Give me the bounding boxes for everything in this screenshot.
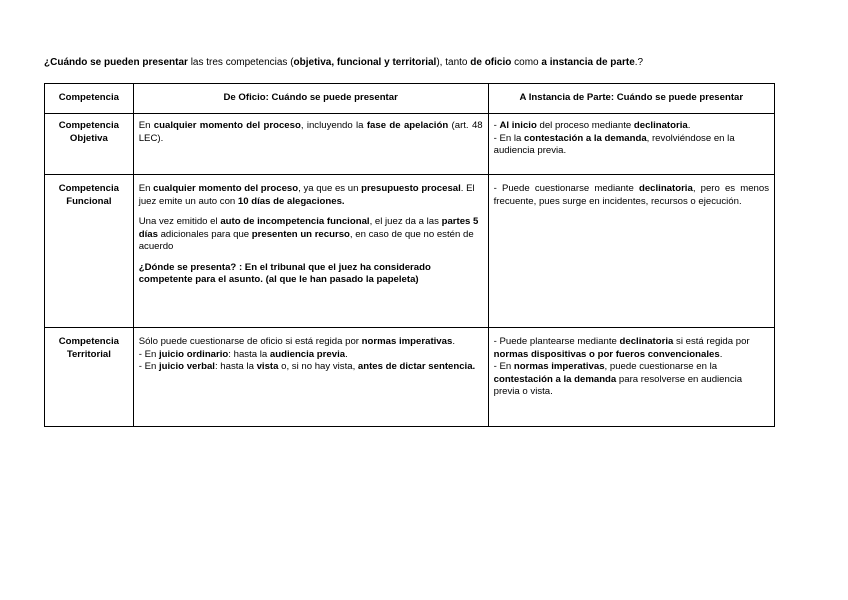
header-competencia: Competencia — [45, 84, 134, 114]
line: - En la contestación a la demanda, revolviéndose en la audiencia previa. — [493, 132, 735, 156]
paragraph: ¿Dónde se presenta? : En el tribunal que el juez ha considerado competente para el asunto. (al que le han pasado la papeleta) — [138, 261, 431, 285]
line: - Puede plantearse mediante declinatoria si está regida por normas dispositivas o por fueros convencionales. — [493, 336, 750, 360]
cell-territorial-oficio — [133, 328, 488, 427]
row-label-funcional: Competencia Funcional — [45, 175, 134, 328]
competencias-table — [44, 83, 775, 427]
paragraph: En cualquier momento del proceso, ya que es un presupuesto procesal. El juez emite un auto con 10 días de alegaciones. — [138, 183, 475, 207]
question-heading: ¿Cuándo se pueden presentar las tres competencias (objetiva, funcional y territorial), tanto de oficio como a instancia de parte.? — [44, 57, 644, 68]
table-row-funcional — [45, 175, 775, 328]
line: - En juicio verbal: hasta la vista o, si no hay vista, antes de dictar sentencia. — [138, 361, 476, 372]
row-label-territorial: Competencia Territorial — [45, 328, 134, 427]
table-header-row — [45, 84, 775, 114]
table-row-territorial — [45, 328, 775, 427]
row-label-objetiva: Competencia Objetiva — [45, 114, 134, 175]
line: - En normas imperativas, puede cuestionarse en la contestación a la demanda para resolverse en audiencia previa o vista. — [493, 361, 743, 397]
paragraph: Una vez emitido el auto de incompetencia funcional, el juez da a las partes 5 días adicionales para que presenten un recurso, en caso de que no estén de acuerdo — [138, 216, 479, 252]
cell-territorial-parte — [488, 328, 774, 427]
cell-funcional-parte: - Puede cuestionarse mediante declinatoria, pero es menos frecuente, pues surge en incidentes, recursos o ejecución. — [488, 175, 774, 328]
cell-objetiva-parte — [488, 114, 774, 175]
line: Sólo puede cuestionarse de oficio si está regida por normas imperativas. — [138, 336, 455, 347]
line: - Al inicio del proceso mediante declinatoria. — [493, 120, 691, 131]
header-instancia-parte: A Instancia de Parte: Cuándo se puede presentar — [488, 84, 774, 114]
line: - En juicio ordinario: hasta la audiencia previa. — [138, 348, 348, 360]
header-de-oficio: De Oficio: Cuándo se puede presentar — [133, 84, 488, 114]
cell-funcional-oficio — [133, 175, 488, 328]
table-row-objetiva — [45, 114, 775, 175]
cell-objetiva-oficio: En cualquier momento del proceso, incluyendo la fase de apelación (art. 48 LEC). — [133, 114, 488, 175]
